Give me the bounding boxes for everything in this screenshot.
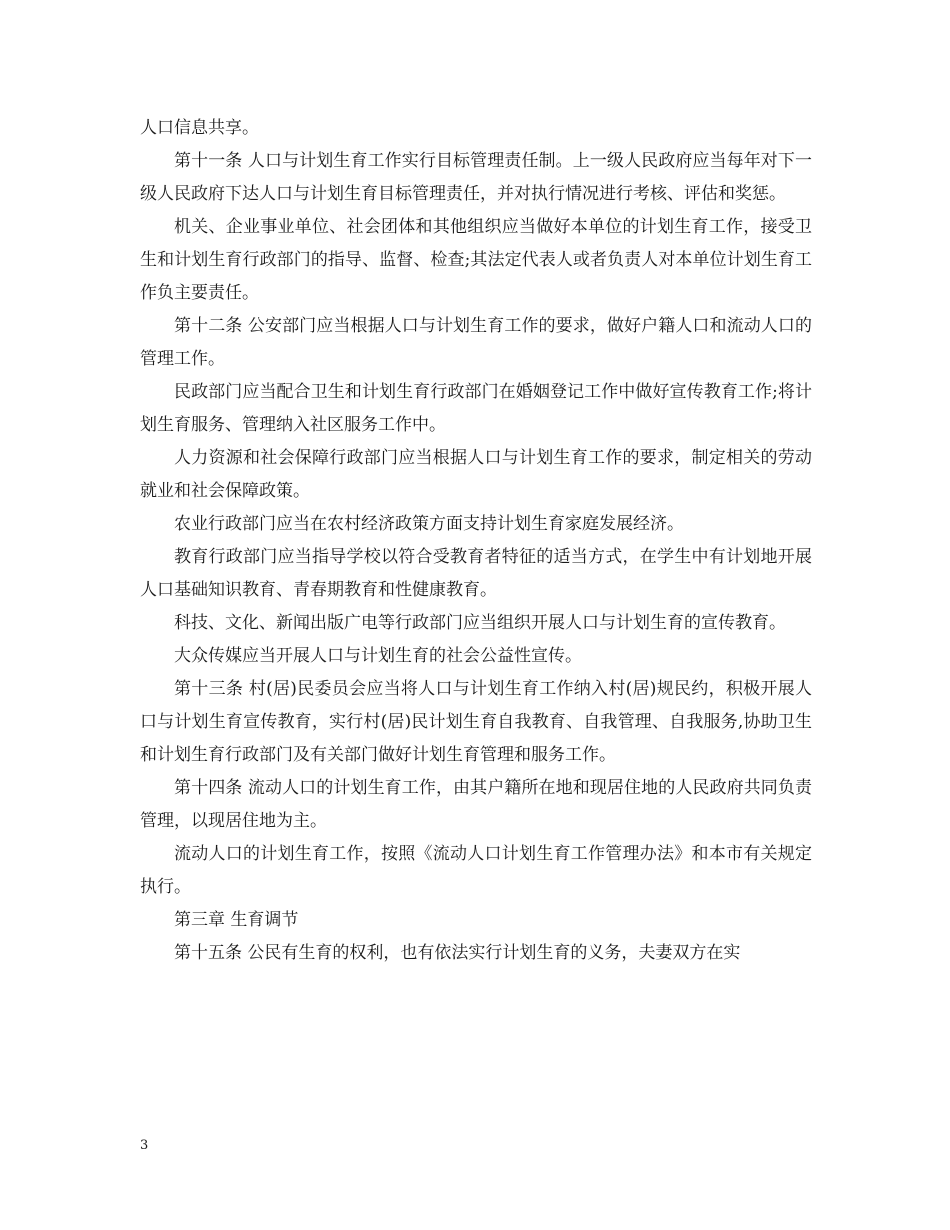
paragraph: 人口信息共享。	[140, 118, 259, 138]
paragraph: 第十二条 公安部门应当根据人口与计划生育工作的要求，做好户籍人口和流动人口的管理工作。	[140, 316, 812, 369]
page-number: 3	[140, 1138, 149, 1153]
document-body	[140, 112, 812, 970]
paragraph: 机关、企业事业单位、社会团体和其他组织应当做好本单位的计划生育工作，接受卫生和计划生育行政部门的指导、监督、检查;其法定代表人或者负责人对本单位计划生育工作负主要责任。	[140, 217, 812, 303]
paragraph: 第十三条 村(居)民委员会应当将人口与计划生育工作纳入村(居)规民约，积极开展人口与计划生育宣传教育，实行村(居)民计划生育自我教育、自我管理、自我服务,协助卫生和计划生育行政部门及有关部门做好计划生育管理和服务工作。	[140, 679, 812, 765]
paragraph: 第十一条 人口与计划生育工作实行目标管理责任制。上一级人民政府应当每年对下一级人民政府下达人口与计划生育目标管理责任，并对执行情况进行考核、评估和奖惩。	[140, 151, 812, 204]
paragraph: 第三章 生育调节	[174, 910, 299, 930]
paragraph: 大众传媒应当开展人口与计划生育的社会公益性宣传。	[174, 646, 582, 666]
paragraph: 农业行政部门应当在农村经济政策方面支持计划生育家庭发展经济。	[174, 514, 684, 534]
paragraph: 流动人口的计划生育工作，按照《流动人口计划生育工作管理办法》和本市有关规定执行。	[140, 844, 812, 897]
paragraph: 第十四条 流动人口的计划生育工作，由其户籍所在地和现居住地的人民政府共同负责管理，以现居住地为主。	[140, 778, 812, 831]
paragraph: 科技、文化、新闻出版广电等行政部门应当组织开展人口与计划生育的宣传教育。	[174, 613, 786, 633]
paragraph: 人力资源和社会保障行政部门应当根据人口与计划生育工作的要求，制定相关的劳动就业和社会保障政策。	[140, 448, 812, 501]
paragraph: 第十五条 公民有生育的权利，也有依法实行计划生育的义务，夫妻双方在实	[174, 943, 741, 963]
paragraph: 民政部门应当配合卫生和计划生育行政部门在婚姻登记工作中做好宣传教育工作;将计划生育服务、管理纳入社区服务工作中。	[140, 382, 812, 435]
paragraph: 教育行政部门应当指导学校以符合受教育者特征的适当方式，在学生中有计划地开展人口基础知识教育、青春期教育和性健康教育。	[140, 547, 812, 600]
